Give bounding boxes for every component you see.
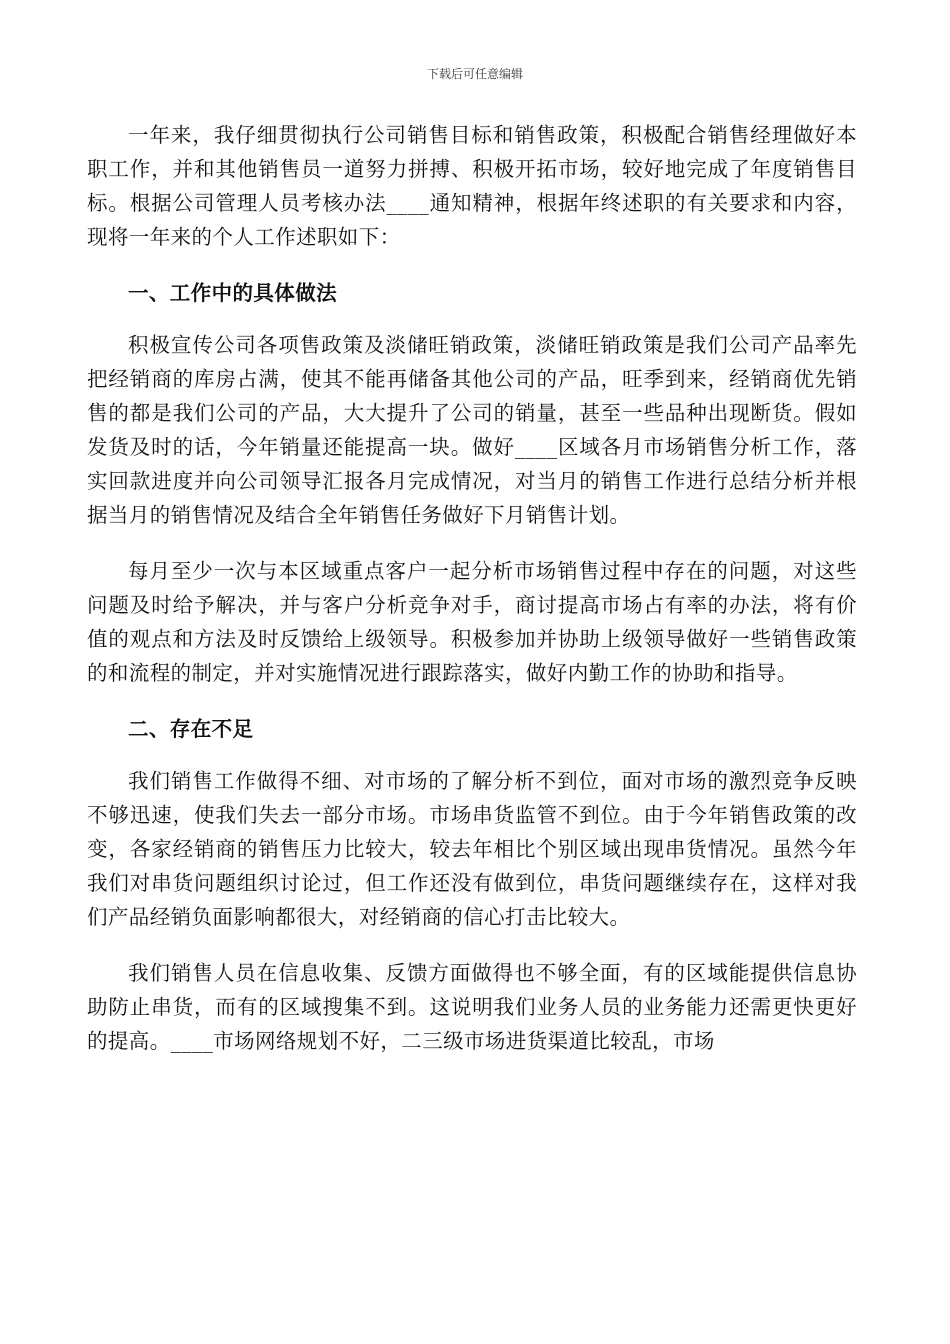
section-heading-1: 一、工作中的具体做法 (128, 281, 337, 305)
spacer (87, 310, 857, 328)
spacer (87, 532, 857, 554)
section-heading-2: 二、存在不足 (128, 717, 254, 741)
section2-paragraph-2: 我们销售人员在信息收集、反馈方面做得也不够全面，有的区域能提供信息协助防止串货，而有的区域搜集不到。这说明我们业务人员的业务能力还需更快更好的提高。____市场网络规划不好，二三级市场进货渠道比较乱，市场 (87, 961, 857, 1053)
section2-paragraph-1: 我们销售工作做得不细、对市场的了解分析不到位，面对市场的激烈竞争反映不够迅速，使我们失去一部分市场。市场串货监管不到位。由于今年销售政策的改变，各家经销商的销售压力比较大，较去年相比个别区域出现串货情况。虽然今年我们对串货问题组织讨论过，但工作还没有做到位，串货问题继续存在，这样对我们产品经销负面影响都很大，对经销商的信心打击比较大。 (87, 769, 857, 929)
page-header: 下载后可任意编辑 (426, 67, 523, 81)
spacer (87, 934, 857, 956)
spacer (87, 746, 857, 764)
section1-paragraph-2: 每月至少一次与本区域重点客户一起分析市场销售过程中存在的问题，对这些问题及时给予解决，并与客户分析竞争对手，商讨提高市场占有率的办法，将有价值的观点和方法及时反馈给上级领导。积极参加并协助上级领导做好一些销售政策的和流程的制定，并对实施情况进行跟踪落实，做好内勤工作的协助和指导。 (87, 559, 857, 685)
section1-paragraph-1: 积极宣传公司各项售政策及淡储旺销政策，淡储旺销政策是我们公司产品率先把经销商的库房占满，使其不能再储备其他公司的产品，旺季到来，经销商优先销售的都是我们公司的产品，大大提升了公司的销量，甚至一些品种出现断货。假如发货及时的话，今年销量还能提高一块。做好____区域各月市场销售分析工作，落实回款进度并向公司领导汇报各月完成情况，对当月的销售工作进行总结分析并根据当月的销售情况及结合全年销售任务做好下月销售计划。 (87, 333, 857, 527)
spacer (87, 254, 857, 276)
spacer (87, 690, 857, 712)
intro-paragraph: 一年来，我仔细贯彻执行公司销售目标和销售政策，积极配合销售经理做好本职工作，并和其他销售员一道努力拼搏、积极开拓市场，较好地完成了年度销售目标。根据公司管理人员考核办法____通知精神，根据年终述职的有关要求和内容，现将一年来的个人工作述职如下： (87, 123, 857, 249)
document-body (87, 118, 857, 1058)
